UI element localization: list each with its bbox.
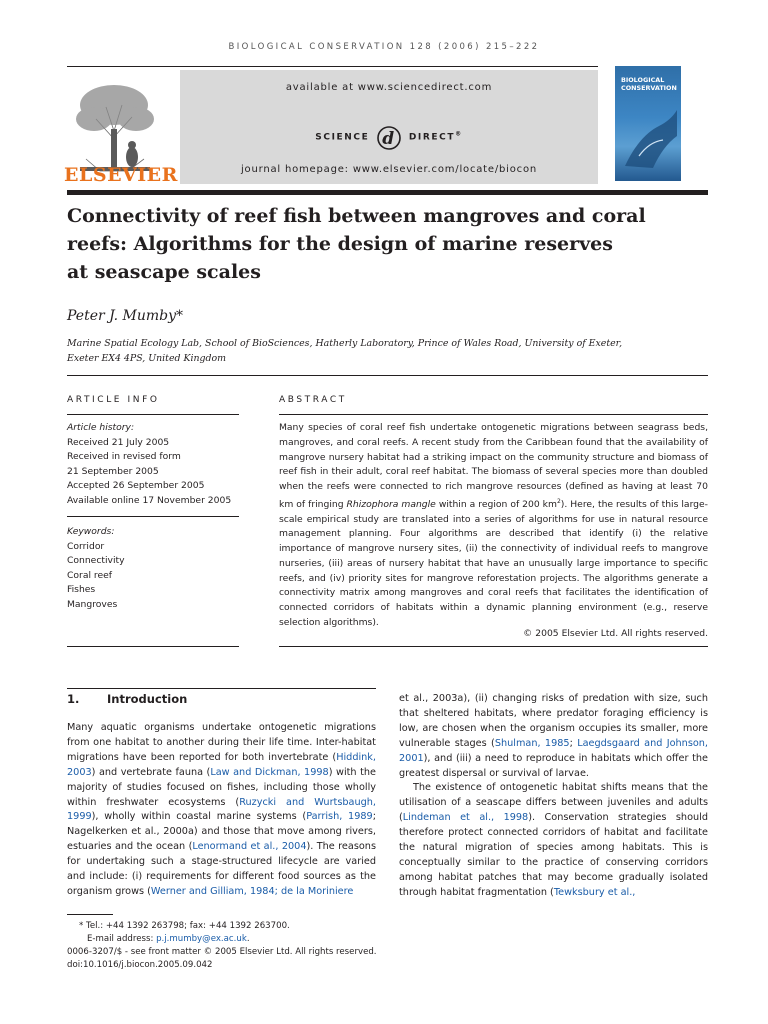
masthead-bottom-rule [67, 190, 708, 195]
email-label: E-mail address: [87, 934, 157, 944]
abstract-copyright: © 2005 Elsevier Ltd. All rights reserved. [523, 628, 708, 639]
affiliation-line2: Exeter EX4 4PS, United Kingdom [67, 353, 227, 364]
history-revised: Received in revised form [67, 451, 181, 463]
article-title [67, 202, 707, 286]
text-run: Many aquatic organisms undertake ontogenetic migrations from one habitat to another during their life time. Inter-habitat migrations have been reported for both invertebrate ( [67, 722, 376, 763]
cover-title-line1: BIOLOGICAL [621, 76, 665, 84]
registered-mark: ® [455, 130, 463, 138]
masthead-top-rule [67, 66, 598, 67]
doi-line: doi:10.1016/j.biocon.2005.09.042 [67, 960, 213, 970]
section-number: 1. [67, 692, 80, 706]
text-run: ), wholly within coastal marine systems ( [91, 811, 307, 823]
journal-homepage[interactable]: journal homepage: www.elsevier.com/locate/biocon [240, 164, 538, 175]
abstract-bottom-rule [279, 646, 708, 647]
citation-link[interactable]: Ruzycki and Wurtsbaugh, 1999 [67, 796, 376, 823]
footnote-rule [67, 914, 113, 915]
article-title-line3: at seascape scales [67, 261, 261, 283]
body-paragraph [399, 692, 708, 781]
abstract-part3: ). Here, the results of this large-scale empirical study are translated into a series of algorithms for use in natural resource management planning. Four algorithms are described that identify (i) the relative importance of mangrove nursery sites, (ii) the connectivity of individual reefs to mangrove nurseries, (iii) areas of nursery habitat that have an unusually large importance to specific reefs, and (iv) priority sites for mangrove reforestation projects. The algorithms generate a connectivity matrix among mangroves and coral reefs that facilitates the identification of connected corridors of habitats within a dynamic planning environment (e.g., reserve selection algorithms). [279, 498, 708, 628]
keyword-item: Coral reef [67, 569, 113, 581]
footnote-email [67, 933, 487, 946]
citation-link[interactable]: Lindeman et al., 1998 [402, 812, 529, 824]
abstract-part1: Many species of coral reef fish undertake ontogenetic migrations between seagrass beds, mangroves, and coral reefs. A recent study from the Caribbean found that the availability of mangrove nursery habitat had a striking impact on the community structure and biomass of reef fish in their adult, coral reef habitat. The biomass of several species more than doubled when the reefs were connected to rich mangrove resources (defined as having at least 70 km of fringing [279, 422, 708, 510]
keyword-item: Fishes [67, 584, 96, 596]
text-run: ; [569, 737, 578, 749]
history-label: Article history: [67, 422, 135, 433]
body-paragraph [399, 781, 708, 900]
citation-link[interactable]: Lenormand et al., 2004 [192, 841, 307, 853]
citation-link[interactable]: Parrish, 1989 [306, 811, 373, 823]
history-accepted: Accepted 26 September 2005 [67, 480, 205, 492]
article-info-bottom-rule [67, 646, 239, 647]
sciencedirect-panel [180, 70, 598, 184]
article-info-rule [67, 414, 239, 415]
text-run: ; Nagelkerken et al., 2000a) and those that move among rivers, estuaries and the ocean ( [67, 811, 376, 853]
article-history [67, 421, 239, 509]
body-column-right [399, 692, 708, 901]
abstract-part2: within a region of 200 km [435, 498, 557, 510]
email-link[interactable]: p.j.mumby@ex.ac.uk [156, 934, 247, 944]
text-run: ) with the majority of studies focused on fishes, including those wholly within freshwater ecosystems ( [67, 766, 376, 808]
front-matter-line: 0006-3207/$ - see front matter © 2005 Elsevier Ltd. All rights reserved. [67, 947, 377, 957]
text-run: et al., 2003a), (ii) changing risks of predation with size, such that sheltered habitats, where predator foraging efficiency is low, are chosen when the organism occupies its smaller, more vulnerable stages ( [399, 693, 708, 749]
text-run: ) and vertebrate fauna ( [91, 766, 211, 778]
affiliation-line1: Marine Spatial Ecology Lab, School of BioSciences, Hatherly Laboratory, Prince of Wales Road, University of Exeter, [67, 338, 623, 349]
history-revised-date: 21 September 2005 [67, 465, 159, 477]
text-run: ). The reasons for undertaking such a stage-structured lifecycle are varied and include: (i) requirements for different food sources as the organism grows ( [67, 841, 376, 897]
article-info-heading: ARTICLE INFO [67, 395, 160, 405]
article-title-line1: Connectivity of reef fish between mangroves and coral [67, 205, 646, 227]
citation-link[interactable]: Shulman, 1985 [494, 737, 570, 749]
history-online: Available online 17 November 2005 [67, 494, 232, 506]
cover-title-line2: CONSERVATION [621, 84, 677, 92]
keyword-item: Corridor [67, 540, 105, 552]
keywords-label: Keywords: [67, 526, 115, 537]
abstract-superscript: 2 [556, 497, 561, 505]
abstract-text [279, 421, 708, 631]
abstract-heading: ABSTRACT [279, 395, 347, 405]
sciencedirect-logo [180, 122, 598, 152]
sciencedirect-d-icon [374, 122, 404, 152]
author-affiliation [67, 336, 627, 366]
cover-bird-image [619, 106, 679, 176]
keyword-item: Mangroves [67, 598, 118, 610]
cover-title [621, 76, 681, 92]
svg-text:d: d [382, 129, 396, 149]
citation-link[interactable]: Laegdsgaard and Johnson, 2001 [399, 737, 709, 764]
citation-link[interactable]: Hiddink, 2003 [67, 751, 376, 778]
email-end: . [246, 934, 250, 944]
journal-cover-thumbnail [615, 66, 681, 181]
footnote-contact: * Tel.: +44 1392 263798; fax: +44 1392 263700. [79, 921, 290, 931]
footnotes [67, 920, 487, 972]
abstract-rule [279, 414, 708, 415]
text-run: ), and (iii) a need to reproduce in habitats which offer the greatest dispersal or survival of larvae. [399, 752, 708, 779]
journal-citation-line: BIOLOGICAL CONSERVATION 128 (2006) 215–222 [228, 42, 540, 52]
keyword-item: Connectivity [67, 555, 125, 567]
text-run: ). Conservation strategies should therefore protect connected corridors of habitat and facilitate the natural migration of species among habitats. This is conceptually similar to the practice of conserving corridors among habitat patches that may become gradually isolated through habitat fragmentation ( [399, 812, 708, 898]
elsevier-wordmark: ELSEVIER [64, 164, 178, 186]
history-keywords-rule [67, 516, 239, 517]
article-title-line2: reefs: Algorithms for the design of marine reserves [67, 233, 613, 255]
section-heading-introduction [67, 692, 187, 706]
sciencedirect-logo-right: DIRECT [408, 132, 456, 143]
intro-top-rule [67, 688, 376, 689]
text-run: The existence of ontogenetic habitat shifts means that the utilisation of a seascape differs between juveniles and adults ( [399, 782, 708, 824]
history-received: Received 21 July 2005 [67, 436, 170, 448]
author-name: Peter J. Mumby* [67, 308, 184, 324]
citation-link[interactable]: Werner and Gilliam, 1984; de la Moriniere [150, 885, 354, 897]
citation-link[interactable]: Tewksbury et al., [553, 886, 636, 898]
sciencedirect-logo-left: SCIENCE [315, 132, 370, 143]
citation-link[interactable]: Law and Dickman, 1998 [210, 766, 329, 778]
body-column-left [67, 721, 376, 900]
header-divider [67, 375, 708, 376]
body-paragraph [67, 721, 376, 900]
section-title: Introduction [107, 692, 188, 706]
sciencedirect-availability[interactable]: available at www.sciencedirect.com [285, 82, 493, 93]
keywords-block [67, 525, 239, 613]
abstract-species: Rhizophora mangle [346, 498, 436, 510]
